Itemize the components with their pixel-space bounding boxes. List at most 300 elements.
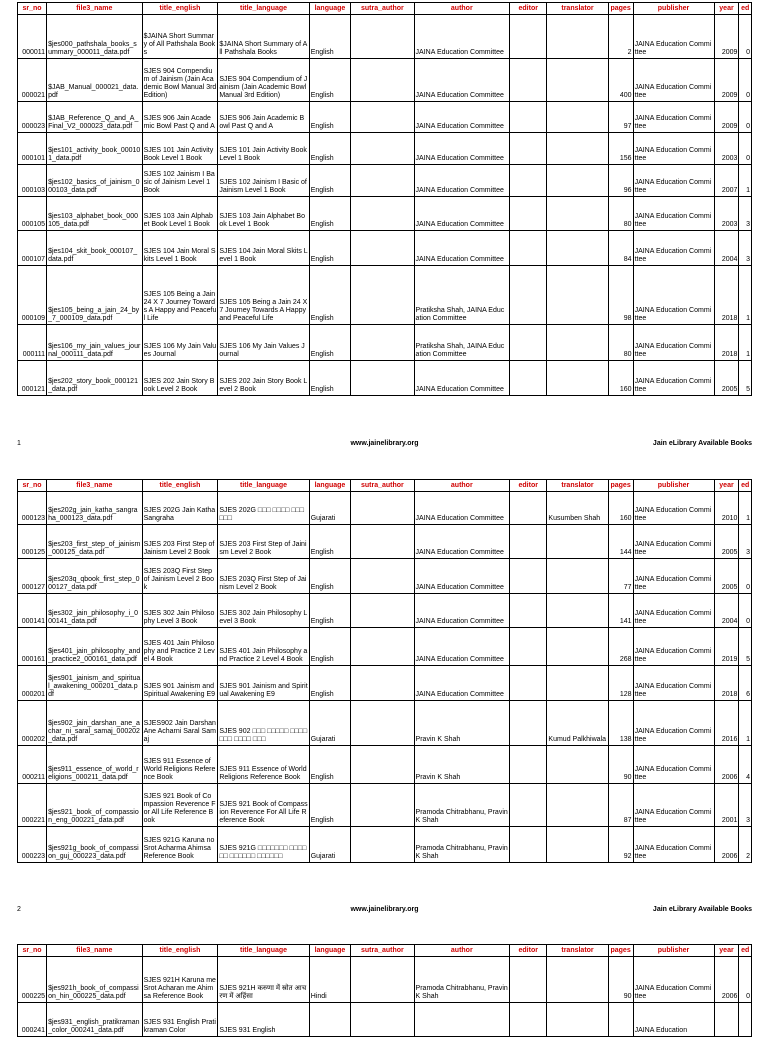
- table-cell-editor: [510, 746, 547, 784]
- table-cell-title-english: SJES 921 Book of Compassion Reverence For All Life Reference Book: [142, 784, 218, 827]
- table-cell-pages: [608, 1003, 633, 1037]
- table-cell-file3-name: $jes000_pathshala_books_summary_000011_data.pdf: [47, 15, 143, 59]
- table-row: [18, 197, 752, 231]
- table-cell-sutra-author: [351, 133, 414, 165]
- table-cell-author: JAINA Education Committee: [414, 59, 510, 102]
- table-cell-year: 2009: [714, 102, 739, 133]
- table-cell-file3-name: $jes203q_qbook_first_step_000127_data.pdf: [47, 559, 143, 594]
- footer-caption: Jain eLibrary Available Books: [652, 440, 752, 447]
- catalog-page-3: [17, 944, 752, 1037]
- table-cell-title-language: SJES 904 Compendium of Jainism (Jain Academic Bowl Manual 3rd Edition): [218, 59, 309, 102]
- col-header: pages: [608, 480, 633, 492]
- table-cell-file3-name: $jes102_basics_of_jainism_000103_data.pdf: [47, 165, 143, 197]
- table-cell-sr-no: 000225: [18, 957, 47, 1003]
- table-cell-sutra-author: [351, 492, 414, 525]
- table-cell-file3-name: $jes931_english_pratikraman_color_000241_data.pdf: [47, 1003, 143, 1037]
- table-cell-title-english: SJES 203 First Step of Jainism Level 2 Book: [142, 525, 218, 559]
- table-cell-file3-name: $jes202_story_book_000121_data.pdf: [47, 361, 143, 396]
- table-cell-title-language: SJES 911 Essence of World Religions Reference Book: [218, 746, 309, 784]
- table-cell-title-language: SJES 302 Jain Philosophy Level 3 Book: [218, 594, 309, 628]
- table-row: [18, 957, 752, 1003]
- table-cell-sutra-author: [351, 1003, 414, 1037]
- col-header: file3_name: [47, 3, 143, 15]
- table-cell-title-language: SJES 202 Jain Story Book Level 2 Book: [218, 361, 309, 396]
- table-cell-file3-name: $jes302_jain_philosophy_i_000141_data.pdf: [47, 594, 143, 628]
- table-cell-author: JAINA Education Committee: [414, 133, 510, 165]
- table-cell-editor: [510, 102, 547, 133]
- table-cell-file3-name: $jes103_alphabet_book_000105_data.pdf: [47, 197, 143, 231]
- table-cell-publisher: JAINA Education Committee: [633, 701, 714, 746]
- table-cell-title-english: SJES 106 My Jain Values Journal: [142, 325, 218, 361]
- table-cell-publisher: JAINA Education Committee: [633, 827, 714, 863]
- table-header: [18, 3, 752, 15]
- table-cell-author: JAINA Education Committee: [414, 628, 510, 666]
- table-cell-publisher: JAINA Education Committee: [633, 492, 714, 525]
- table-cell-publisher: JAINA Education Committee: [633, 165, 714, 197]
- table-cell-editor: [510, 231, 547, 266]
- col-header: title_english: [142, 480, 218, 492]
- table-cell-sr-no: 000109: [18, 266, 47, 325]
- col-header: sutra_author: [351, 3, 414, 15]
- table-cell-file3-name: $jes101_activity_book_000101_data.pdf: [47, 133, 143, 165]
- col-header: sr_no: [18, 945, 47, 957]
- table-cell-editor: [510, 361, 547, 396]
- table-cell-sr-no: 000121: [18, 361, 47, 396]
- table-cell-sutra-author: [351, 746, 414, 784]
- table-cell-title-language: SJES 906 Jain Academic Bowl Past Q and A: [218, 102, 309, 133]
- table-cell-publisher: JAINA Education Committee: [633, 784, 714, 827]
- table-cell-publisher: JAINA Education Committee: [633, 525, 714, 559]
- table-cell-year: 2018: [714, 266, 739, 325]
- table-cell-publisher: JAINA Education Committee: [633, 231, 714, 266]
- table-cell-pages: 141: [608, 594, 633, 628]
- table-cell-ed: 0: [739, 594, 752, 628]
- table-cell-ed: 1: [739, 266, 752, 325]
- table-cell-title-english: SJES 904 Compendium of Jainism (Jain Academic Bowl Manual 3rd Edition): [142, 59, 218, 102]
- table-cell-title-english: SJES 101 Jain Activity Book Level 1 Book: [142, 133, 218, 165]
- table-cell-pages: 87: [608, 784, 633, 827]
- table-cell-title-english: SJES 104 Jain Moral Skits Level 1 Book: [142, 231, 218, 266]
- table-row: [18, 59, 752, 102]
- col-header: publisher: [633, 945, 714, 957]
- table-row: [18, 784, 752, 827]
- col-header: year: [714, 480, 739, 492]
- table-cell-sr-no: 000161: [18, 628, 47, 666]
- table-row: [18, 325, 752, 361]
- col-header: ed: [739, 480, 752, 492]
- table-cell-author: JAINA Education Committee: [414, 102, 510, 133]
- table-cell-pages: 96: [608, 165, 633, 197]
- table-cell-translator: [547, 231, 608, 266]
- table-cell-language: English: [309, 666, 351, 701]
- table-cell-publisher: JAINA Education Committee: [633, 133, 714, 165]
- table-cell-sutra-author: [351, 628, 414, 666]
- table-cell-translator: [547, 266, 608, 325]
- col-header: publisher: [633, 3, 714, 15]
- page-number: 2: [17, 906, 21, 913]
- table-cell-author: JAINA Education Committee: [414, 559, 510, 594]
- table-cell-year: 2005: [714, 361, 739, 396]
- table-cell-ed: 0: [739, 559, 752, 594]
- table-cell-language: Gujarati: [309, 701, 351, 746]
- table-cell-title-language: SJES 105 Being a Jain 24 X 7 Journey Towards A Happy and Peaceful Life: [218, 266, 309, 325]
- table-cell-publisher: JAINA Education Committee: [633, 559, 714, 594]
- table-cell-title-english: SJES 103 Jain Alphabet Book Level 1 Book: [142, 197, 218, 231]
- col-header: sutra_author: [351, 480, 414, 492]
- table-cell-ed: 5: [739, 628, 752, 666]
- site-url: www.jainelibrary.org: [350, 440, 419, 447]
- table-cell-ed: 2: [739, 827, 752, 863]
- book-table: [17, 479, 752, 863]
- table-cell-file3-name: $jes921_book_of_compassion_eng_000221_data.pdf: [47, 784, 143, 827]
- table-cell-author: JAINA Education Committee: [414, 15, 510, 59]
- table-cell-author: Pratiksha Shah, JAINA Education Committee: [414, 325, 510, 361]
- table-cell-title-language: SJES 203Q First Step of Jainism Level 2 Book: [218, 559, 309, 594]
- table-cell-language: English: [309, 231, 351, 266]
- table-cell-pages: 80: [608, 325, 633, 361]
- table-cell-year: 2003: [714, 133, 739, 165]
- table-cell-title-english: SJES 105 Being a Jain 24 X 7 Journey Towards A Happy and Peaceful Life: [142, 266, 218, 325]
- table-body: [18, 492, 752, 863]
- table-row: [18, 525, 752, 559]
- table-cell-title-english: SJES 906 Jain Academic Bowl Past Q and A: [142, 102, 218, 133]
- table-cell-translator: [547, 784, 608, 827]
- table-cell-sr-no: 000127: [18, 559, 47, 594]
- col-header: translator: [547, 945, 608, 957]
- table-cell-editor: [510, 559, 547, 594]
- table-cell-language: English: [309, 325, 351, 361]
- table-cell-editor: [510, 1003, 547, 1037]
- table-cell-language: Hindi: [309, 957, 351, 1003]
- table-cell-publisher: JAINA Education Committee: [633, 197, 714, 231]
- table-row: [18, 746, 752, 784]
- table-cell-author: Pravin K Shah: [414, 701, 510, 746]
- table-cell-file3-name: $jes401_jain_philosophy_and_practice2_000161_data.pdf: [47, 628, 143, 666]
- table-cell-sutra-author: [351, 59, 414, 102]
- table-cell-file3-name: $jes902_jain_darshan_ane_achar_ni_saral_samaj_000202_data.pdf: [47, 701, 143, 746]
- table-cell-ed: 0: [739, 133, 752, 165]
- table-cell-title-english: SJES 401 Jain Philosophy and Practice 2 Level 4 Book: [142, 628, 218, 666]
- table-cell-pages: 144: [608, 525, 633, 559]
- table-cell-title-english: SJES 901 Jainism and Spiritual Awakening E9: [142, 666, 218, 701]
- table-cell-author: JAINA Education Committee: [414, 165, 510, 197]
- catalog-page-2: [17, 479, 752, 863]
- table-cell-publisher: JAINA Education Committee: [633, 746, 714, 784]
- table-cell-year: 2004: [714, 231, 739, 266]
- table-cell-year: 2006: [714, 746, 739, 784]
- table-cell-editor: [510, 628, 547, 666]
- table-row: [18, 165, 752, 197]
- table-cell-translator: Kusumben Shah: [547, 492, 608, 525]
- col-header: sr_no: [18, 3, 47, 15]
- table-cell-language: English: [309, 784, 351, 827]
- col-header: translator: [547, 480, 608, 492]
- table-cell-publisher: JAINA Education Committee: [633, 102, 714, 133]
- table-cell-publisher: JAINA Education Committee: [633, 266, 714, 325]
- table-cell-ed: 1: [739, 701, 752, 746]
- table-cell-pages: 77: [608, 559, 633, 594]
- table-cell-ed: 6: [739, 666, 752, 701]
- table-cell-sr-no: 000223: [18, 827, 47, 863]
- col-header: sr_no: [18, 480, 47, 492]
- table-cell-title-language: SJES 106 My Jain Values Journal: [218, 325, 309, 361]
- table-cell-sr-no: 000111: [18, 325, 47, 361]
- table-cell-title-english: SJES 203Q First Step of Jainism Level 2 Book: [142, 559, 218, 594]
- table-cell-sutra-author: [351, 266, 414, 325]
- table-cell-ed: 5: [739, 361, 752, 396]
- table-cell-author: JAINA Education Committee: [414, 197, 510, 231]
- table-cell-year: 2001: [714, 784, 739, 827]
- table-cell-title-english: SJES 202 Jain Story Book Level 2 Book: [142, 361, 218, 396]
- table-cell-sr-no: 000211: [18, 746, 47, 784]
- table-cell-translator: [547, 325, 608, 361]
- table-cell-title-language: SJES 931 English: [218, 1003, 309, 1037]
- col-header: title_language: [218, 945, 309, 957]
- table-cell-language: [309, 1003, 351, 1037]
- table-cell-year: [714, 1003, 739, 1037]
- table-cell-year: 2005: [714, 525, 739, 559]
- table-cell-author: JAINA Education Committee: [414, 594, 510, 628]
- table-cell-sr-no: 000021: [18, 59, 47, 102]
- table-cell-year: 2003: [714, 197, 739, 231]
- table-cell-author: JAINA Education Committee: [414, 231, 510, 266]
- table-cell-title-language: SJES 102 Jainism I Basic of Jainism Level 1 Book: [218, 165, 309, 197]
- table-cell-editor: [510, 701, 547, 746]
- table-cell-file3-name: $JAB_Manual_000021_data.pdf: [47, 59, 143, 102]
- table-row: [18, 133, 752, 165]
- table-cell-sutra-author: [351, 325, 414, 361]
- table-cell-translator: [547, 559, 608, 594]
- table-cell-publisher: JAINA Education Committee: [633, 15, 714, 59]
- table-cell-pages: 92: [608, 827, 633, 863]
- table-cell-year: 2004: [714, 594, 739, 628]
- table-cell-title-language: SJES 202G □□□ □□□□ □□□□□□: [218, 492, 309, 525]
- table-cell-language: English: [309, 197, 351, 231]
- table-cell-title-english: SJES 911 Essence of World Religions Reference Book: [142, 746, 218, 784]
- table-cell-translator: [547, 628, 608, 666]
- table-cell-author: Pramoda Chitrabhanu, Pravin K Shah: [414, 827, 510, 863]
- col-header: language: [309, 945, 351, 957]
- table-cell-sr-no: 000221: [18, 784, 47, 827]
- table-cell-sr-no: 000105: [18, 197, 47, 231]
- page-number: 1: [17, 440, 21, 447]
- table-cell-language: English: [309, 133, 351, 165]
- table-cell-ed: [739, 1003, 752, 1037]
- table-cell-title-english: SJES 921G Karuna no Srot Acharma Ahimsa Reference Book: [142, 827, 218, 863]
- table-cell-sutra-author: [351, 827, 414, 863]
- table-cell-editor: [510, 15, 547, 59]
- table-cell-editor: [510, 827, 547, 863]
- table-cell-pages: 97: [608, 102, 633, 133]
- table-cell-language: Gujarati: [309, 492, 351, 525]
- table-cell-title-language: SJES 921 Book of Compassion Reverence For All Life Reference Book: [218, 784, 309, 827]
- table-cell-file3-name: $jes921g_book_of_compassion_guj_000223_data.pdf: [47, 827, 143, 863]
- table-cell-ed: 0: [739, 957, 752, 1003]
- table-cell-pages: 128: [608, 666, 633, 701]
- table-header: [18, 480, 752, 492]
- table-cell-translator: [547, 666, 608, 701]
- table-cell-title-language: SJES 902 □□□ □□□□□ □□□□□□□ □□□□ □□□: [218, 701, 309, 746]
- table-cell-title-english: SJES902 Jain Darshan Ane Acharni Saral Samaj: [142, 701, 218, 746]
- table-cell-editor: [510, 133, 547, 165]
- table-row: [18, 102, 752, 133]
- catalog-page-1: [17, 2, 752, 396]
- table-cell-sutra-author: [351, 197, 414, 231]
- table-cell-editor: [510, 666, 547, 701]
- table-cell-ed: 1: [739, 325, 752, 361]
- table-cell-translator: [547, 957, 608, 1003]
- table-cell-translator: [547, 133, 608, 165]
- col-header: language: [309, 3, 351, 15]
- table-row: [18, 666, 752, 701]
- table-cell-editor: [510, 325, 547, 361]
- table-cell-year: 2019: [714, 628, 739, 666]
- table-cell-file3-name: $jes911_essence_of_world_religions_000211_data.pdf: [47, 746, 143, 784]
- table-cell-language: English: [309, 15, 351, 59]
- table-row: [18, 492, 752, 525]
- table-cell-translator: [547, 525, 608, 559]
- table-cell-title-language: SJES 203 First Step of Jainism Level 2 Book: [218, 525, 309, 559]
- table-cell-year: 2009: [714, 59, 739, 102]
- table-cell-title-language: SJES 901 Jainism and Spiritual Awakening E9: [218, 666, 309, 701]
- site-url: www.jainelibrary.org: [350, 906, 419, 913]
- table-body: [18, 957, 752, 1037]
- table-cell-author: Pratiksha Shah, JAINA Education Committee: [414, 266, 510, 325]
- table-cell-language: English: [309, 59, 351, 102]
- table-cell-translator: [547, 594, 608, 628]
- table-cell-ed: 4: [739, 746, 752, 784]
- table-cell-publisher: JAINA Education Committee: [633, 59, 714, 102]
- table-cell-translator: [547, 1003, 608, 1037]
- table-cell-sutra-author: [351, 594, 414, 628]
- table-cell-file3-name: $jes901_jainism_and_spiritual_awakening_000201_data.pdf: [47, 666, 143, 701]
- table-row: [18, 628, 752, 666]
- table-cell-sr-no: 000023: [18, 102, 47, 133]
- table-cell-ed: 1: [739, 492, 752, 525]
- table-cell-author: Pramoda Chitrabhanu, Pravin K Shah: [414, 784, 510, 827]
- table-cell-year: 2018: [714, 325, 739, 361]
- table-cell-translator: [547, 827, 608, 863]
- table-cell-author: [414, 1003, 510, 1037]
- table-cell-title-english: SJES 921H Karuna me Srot Acharan me Ahimsa Reference Book: [142, 957, 218, 1003]
- table-cell-pages: 2: [608, 15, 633, 59]
- table-cell-file3-name: $jes104_skit_book_000107_data.pdf: [47, 231, 143, 266]
- table-cell-publisher: JAINA Education Committee: [633, 361, 714, 396]
- table-cell-ed: 0: [739, 102, 752, 133]
- col-header: ed: [739, 945, 752, 957]
- table-cell-sutra-author: [351, 231, 414, 266]
- table-cell-language: English: [309, 594, 351, 628]
- table-cell-editor: [510, 784, 547, 827]
- table-cell-pages: 98: [608, 266, 633, 325]
- table-cell-year: 2009: [714, 15, 739, 59]
- table-cell-title-english: $JAINA Short Summary of All Pathshala Books: [142, 15, 218, 59]
- col-header: year: [714, 945, 739, 957]
- table-cell-publisher: JAINA Education Committee: [633, 628, 714, 666]
- book-table: [17, 944, 752, 1037]
- table-cell-sr-no: 000201: [18, 666, 47, 701]
- table-cell-language: English: [309, 628, 351, 666]
- table-cell-author: JAINA Education Committee: [414, 361, 510, 396]
- table-cell-title-english: SJES 202G Jain Katha Sangraha: [142, 492, 218, 525]
- col-header: author: [414, 3, 510, 15]
- table-cell-file3-name: $jes921h_book_of_compassion_hin_000225_data.pdf: [47, 957, 143, 1003]
- col-header: title_english: [142, 3, 218, 15]
- table-cell-sutra-author: [351, 525, 414, 559]
- col-header: ed: [739, 3, 752, 15]
- page-footer: [17, 440, 752, 450]
- col-header: publisher: [633, 480, 714, 492]
- table-cell-pages: 400: [608, 59, 633, 102]
- table-cell-year: 2018: [714, 666, 739, 701]
- table-cell-sutra-author: [351, 666, 414, 701]
- table-cell-publisher: JAINA Education: [633, 1003, 714, 1037]
- table-cell-publisher: JAINA Education Committee: [633, 957, 714, 1003]
- table-cell-file3-name: $jes106_my_jain_values_journal_000111_data.pdf: [47, 325, 143, 361]
- table-cell-sutra-author: [351, 701, 414, 746]
- col-header: title_language: [218, 480, 309, 492]
- col-header: title_english: [142, 945, 218, 957]
- table-cell-language: English: [309, 102, 351, 133]
- table-cell-translator: [547, 102, 608, 133]
- table-cell-editor: [510, 594, 547, 628]
- table-cell-author: Pravin K Shah: [414, 746, 510, 784]
- col-header: title_language: [218, 3, 309, 15]
- table-cell-editor: [510, 266, 547, 325]
- table-cell-title-language: SJES 101 Jain Activity Book Level 1 Book: [218, 133, 309, 165]
- table-cell-author: JAINA Education Committee: [414, 492, 510, 525]
- table-cell-sutra-author: [351, 957, 414, 1003]
- table-cell-author: JAINA Education Committee: [414, 666, 510, 701]
- col-header: editor: [510, 945, 547, 957]
- table-row: [18, 361, 752, 396]
- table-body: [18, 15, 752, 396]
- table-cell-sr-no: 000125: [18, 525, 47, 559]
- col-header: sutra_author: [351, 945, 414, 957]
- table-cell-publisher: JAINA Education Committee: [633, 325, 714, 361]
- col-header: author: [414, 945, 510, 957]
- table-cell-year: 2016: [714, 701, 739, 746]
- table-cell-language: English: [309, 559, 351, 594]
- table-cell-translator: Kumud Palkhiwala: [547, 701, 608, 746]
- col-header: language: [309, 480, 351, 492]
- table-cell-pages: 160: [608, 361, 633, 396]
- table-cell-pages: 90: [608, 746, 633, 784]
- table-cell-sutra-author: [351, 559, 414, 594]
- table-row: [18, 559, 752, 594]
- table-cell-ed: 1: [739, 165, 752, 197]
- col-header: pages: [608, 3, 633, 15]
- table-cell-sr-no: 000123: [18, 492, 47, 525]
- footer-caption: Jain eLibrary Available Books: [652, 906, 752, 913]
- table-cell-sr-no: 000202: [18, 701, 47, 746]
- table-cell-sr-no: 000103: [18, 165, 47, 197]
- table-cell-language: English: [309, 165, 351, 197]
- table-cell-sr-no: 000101: [18, 133, 47, 165]
- table-cell-sutra-author: [351, 165, 414, 197]
- table-cell-sr-no: 000241: [18, 1003, 47, 1037]
- table-cell-translator: [547, 746, 608, 784]
- table-row: [18, 231, 752, 266]
- table-cell-ed: 3: [739, 231, 752, 266]
- table-cell-translator: [547, 361, 608, 396]
- table-cell-pages: 90: [608, 957, 633, 1003]
- table-cell-title-english: SJES 931 English Pratikraman Color: [142, 1003, 218, 1037]
- table-cell-language: English: [309, 266, 351, 325]
- table-cell-language: Gujarati: [309, 827, 351, 863]
- table-row: [18, 594, 752, 628]
- table-cell-year: 2007: [714, 165, 739, 197]
